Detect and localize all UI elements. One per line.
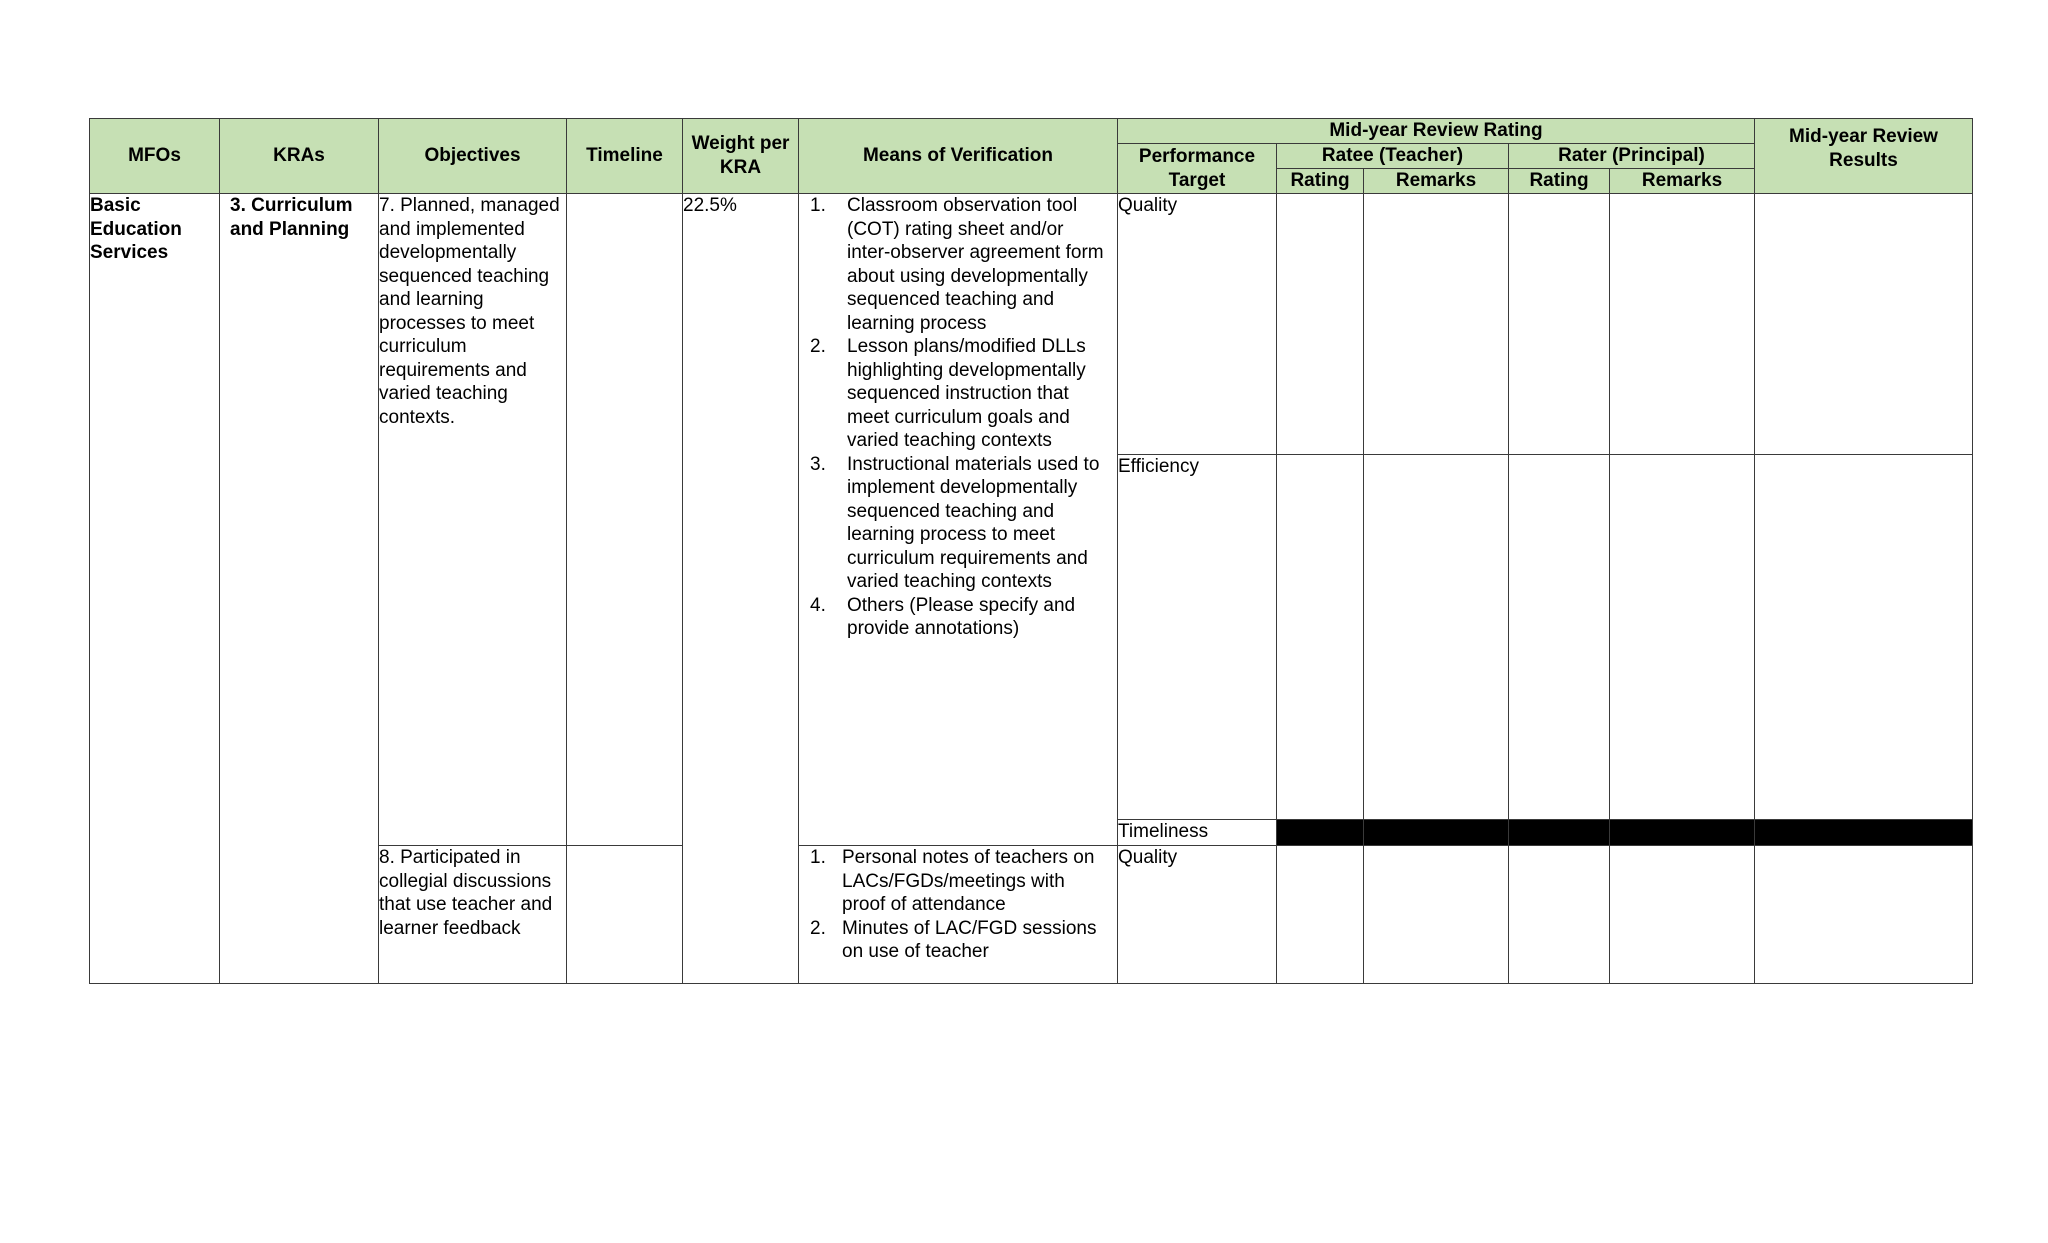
header-ratee-remarks: Remarks bbox=[1364, 169, 1509, 194]
rater-remarks-cell[interactable] bbox=[1610, 194, 1755, 455]
results-cell[interactable] bbox=[1755, 846, 1973, 984]
header-rater-principal: Rater (Principal) bbox=[1509, 144, 1755, 169]
mov-list-7 bbox=[799, 194, 1117, 641]
list-item: 3. Instructional materials used to implement developmentally sequenced teaching and learning process to meet curriculum requirements and varied teaching contexts bbox=[810, 453, 1100, 592]
target-quality-7: Quality bbox=[1118, 194, 1277, 455]
ratee-rating-cell[interactable] bbox=[1277, 846, 1364, 984]
header-performance-target: Performance Target bbox=[1118, 144, 1277, 194]
blacked-out-cell bbox=[1277, 820, 1364, 846]
header-ratee-teacher: Ratee (Teacher) bbox=[1277, 144, 1509, 169]
mov-list-8 bbox=[799, 846, 1117, 964]
blacked-out-cell bbox=[1610, 820, 1755, 846]
header-midyear-review-rating: Mid-year Review Rating bbox=[1118, 119, 1755, 144]
ratee-rating-cell[interactable] bbox=[1277, 194, 1364, 455]
rater-remarks-cell[interactable] bbox=[1610, 455, 1755, 820]
rater-rating-cell[interactable] bbox=[1509, 455, 1610, 820]
kra-cell: 3. Curriculum and Planning bbox=[220, 194, 379, 984]
ipcrf-midyear-table bbox=[89, 118, 1973, 984]
objective-8: 8. Participated in collegial discussions that use teacher and learner feedback bbox=[379, 846, 567, 984]
header-weight: Weight per KRA bbox=[683, 119, 799, 194]
target-timeliness-7: Timeliness bbox=[1118, 820, 1277, 846]
blacked-out-cell bbox=[1755, 820, 1973, 846]
means-of-verification-8 bbox=[799, 846, 1118, 984]
header-objectives: Objectives bbox=[379, 119, 567, 194]
list-item: 2. Minutes of LAC/FGD sessions on use of teacher bbox=[810, 917, 1097, 962]
header-timeline: Timeline bbox=[567, 119, 683, 194]
target-quality-8: Quality bbox=[1118, 846, 1277, 984]
blacked-out-cell bbox=[1364, 820, 1509, 846]
means-of-verification-7 bbox=[799, 194, 1118, 846]
results-cell[interactable] bbox=[1755, 455, 1973, 820]
ratee-remarks-cell[interactable] bbox=[1364, 194, 1509, 455]
mfo-cell: Basic Education Services bbox=[90, 194, 220, 984]
timeline-7 bbox=[567, 194, 683, 846]
header-ratee-rating: Rating bbox=[1277, 169, 1364, 194]
blacked-out-cell bbox=[1509, 820, 1610, 846]
list-item: 2. Lesson plans/modified DLLs highlighting developmentally sequenced instruction that meet curriculum goals and varied teaching contexts bbox=[810, 336, 1086, 451]
rater-rating-cell[interactable] bbox=[1509, 194, 1610, 455]
target-efficiency-7: Efficiency bbox=[1118, 455, 1277, 820]
ratee-remarks-cell[interactable] bbox=[1364, 455, 1509, 820]
rater-rating-cell[interactable] bbox=[1509, 846, 1610, 984]
list-item: 1. Personal notes of teachers on LACs/FGDs/meetings with proof of attendance bbox=[810, 847, 1095, 915]
header-means-of-verification: Means of Verification bbox=[799, 119, 1118, 194]
header-rater-remarks: Remarks bbox=[1610, 169, 1755, 194]
rater-remarks-cell[interactable] bbox=[1610, 846, 1755, 984]
ratee-remarks-cell[interactable] bbox=[1364, 846, 1509, 984]
list-item: 1. Classroom observation tool (COT) rating sheet and/or inter-observer agreement form about using developmentally sequenced teaching and learning process bbox=[810, 195, 1104, 334]
header-kras: KRAs bbox=[220, 119, 379, 194]
results-cell[interactable] bbox=[1755, 194, 1973, 455]
header-midyear-review-results: Mid-year Review Results bbox=[1755, 119, 1973, 194]
ratee-rating-cell[interactable] bbox=[1277, 455, 1364, 820]
header-mfos: MFOs bbox=[90, 119, 220, 194]
objective-7: 7. Planned, managed and implemented developmentally sequenced teaching and learning processes to meet curriculum requirements and varied teaching contexts. bbox=[379, 194, 567, 846]
list-item: 4. Others (Please specify and provide annotations) bbox=[810, 594, 1076, 639]
timeline-8 bbox=[567, 846, 683, 984]
weight-cell: 22.5% bbox=[683, 194, 799, 984]
header-rater-rating: Rating bbox=[1509, 169, 1610, 194]
